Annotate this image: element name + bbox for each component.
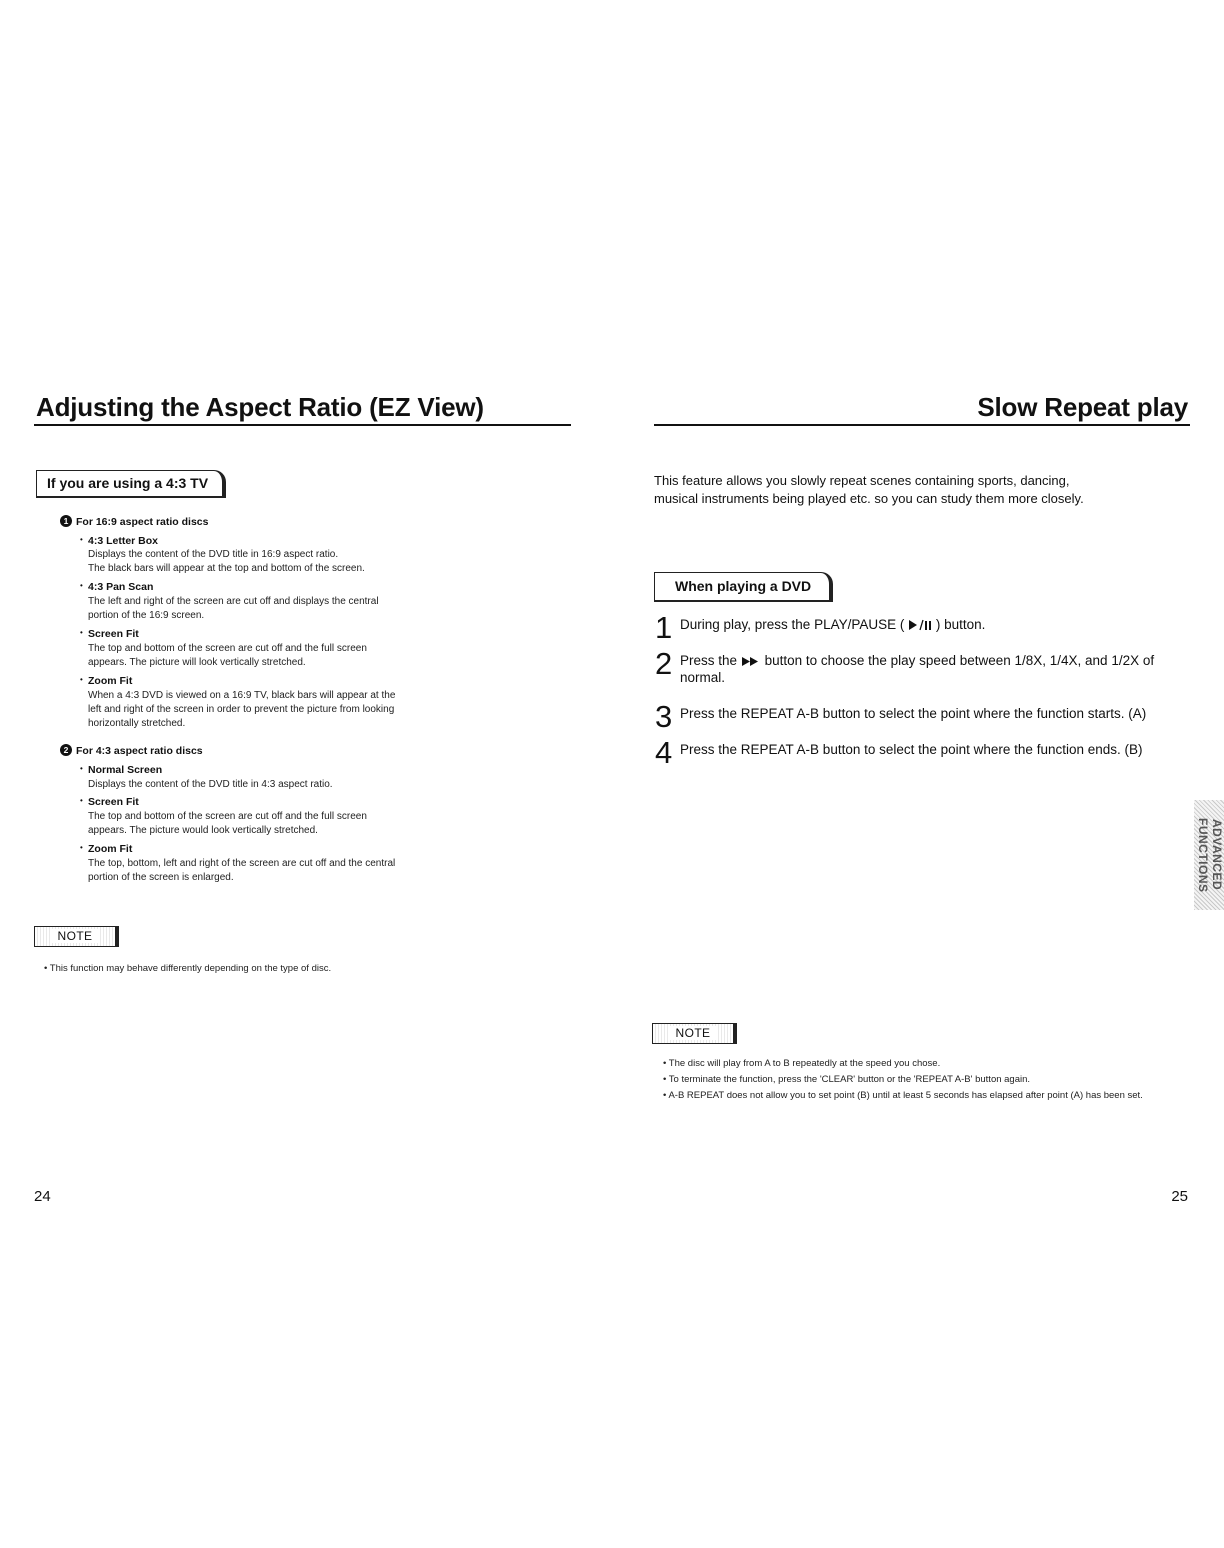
fast-forward-icon <box>741 656 761 667</box>
page-number-left: 24 <box>34 1188 51 1205</box>
option-title: • Screen Fit <box>88 628 139 640</box>
step-text-3: Press the REPEAT A-B button to select the point where the function starts. (A) <box>680 706 1147 721</box>
option-description: Displays the content of the DVD title in 16:9 aspect ratio. The black bars will appear at the top and bottom of the screen. <box>88 549 365 574</box>
option-title: • 4:3 Pan Scan <box>88 581 153 593</box>
left-page-title: Adjusting the Aspect Ratio (EZ View) <box>36 392 484 422</box>
page-number-right: 25 <box>1171 1188 1188 1205</box>
option-description: The top and bottom of the screen are cut off and the full screen appears. The picture would look vertically stretched. <box>88 811 367 836</box>
left-title-rule <box>34 424 571 426</box>
note-label-box: NOTE <box>34 926 119 947</box>
step-number-4: 4 <box>655 735 673 770</box>
option-title: • Screen Fit <box>88 796 139 808</box>
note-label-box: NOTE <box>652 1023 737 1044</box>
step-text-1: During play, press the PLAY/PAUSE ( ) button. <box>680 617 986 632</box>
note-line: • To terminate the function, press the 'CLEAR' button or the 'REPEAT A-B' button again. <box>663 1074 1031 1085</box>
step-text-2: Press the button to choose the play speed between 1/8X, 1/4X, and 1/2X of normal. <box>680 653 1155 685</box>
step-number-3: 3 <box>655 699 673 734</box>
right-title-rule <box>654 424 1190 426</box>
right-page-title: Slow Repeat play <box>977 392 1188 422</box>
section-heading-4-3: 2 For 4:3 aspect ratio discs <box>60 745 203 757</box>
number-badge-1: 1 <box>60 515 72 527</box>
option-title: • 4:3 Letter Box <box>88 535 158 547</box>
option-description: The top and bottom of the screen are cut off and the full screen appears. The picture will look vertically stretched. <box>88 643 367 668</box>
right-section-tab: When playing a DVD <box>654 572 833 602</box>
note-line: • The disc will play from A to B repeatedly at the speed you chose. <box>663 1058 941 1069</box>
note-line: • A-B REPEAT does not allow you to set point (B) until at least 5 seconds has elapsed after point (A) has been set. <box>663 1090 1143 1101</box>
note-line: • This function may behave differently depending on the type of disc. <box>44 963 332 974</box>
number-badge-2: 2 <box>60 744 72 756</box>
option-description: The left and right of the screen are cut off and displays the central portion of the 16:9 screen. <box>88 596 379 621</box>
intro-paragraph: This feature allows you slowly repeat scenes containing sports, dancing, musical instruments being played etc. so you can study them more closely. <box>654 473 1084 506</box>
step-text-4: Press the REPEAT A-B button to select the point where the function ends. (B) <box>680 742 1143 757</box>
option-description: Displays the content of the DVD title in 4:3 aspect ratio. <box>88 779 333 790</box>
option-title: • Zoom Fit <box>88 843 132 855</box>
play-pause-icon <box>908 619 932 631</box>
side-chapter-tab-label: ADVANCED FUNCTIONS <box>1196 817 1224 893</box>
left-section-tab: If you are using a 4:3 TV <box>36 470 226 498</box>
option-title: • Normal Screen <box>88 764 162 776</box>
option-description: The top, bottom, left and right of the screen are cut off and the central portion of the screen is enlarged. <box>88 858 396 883</box>
step-number-1: 1 <box>655 610 673 645</box>
section-heading-16-9: 1 For 16:9 aspect ratio discs <box>60 516 208 528</box>
side-chapter-tab <box>1194 800 1224 910</box>
option-description: When a 4:3 DVD is viewed on a 16:9 TV, black bars will appear at the left and right of the screen in order to prevent the picture from looking horizontally stretched. <box>88 690 396 729</box>
step-number-2: 2 <box>655 646 673 681</box>
option-title: • Zoom Fit <box>88 675 132 687</box>
